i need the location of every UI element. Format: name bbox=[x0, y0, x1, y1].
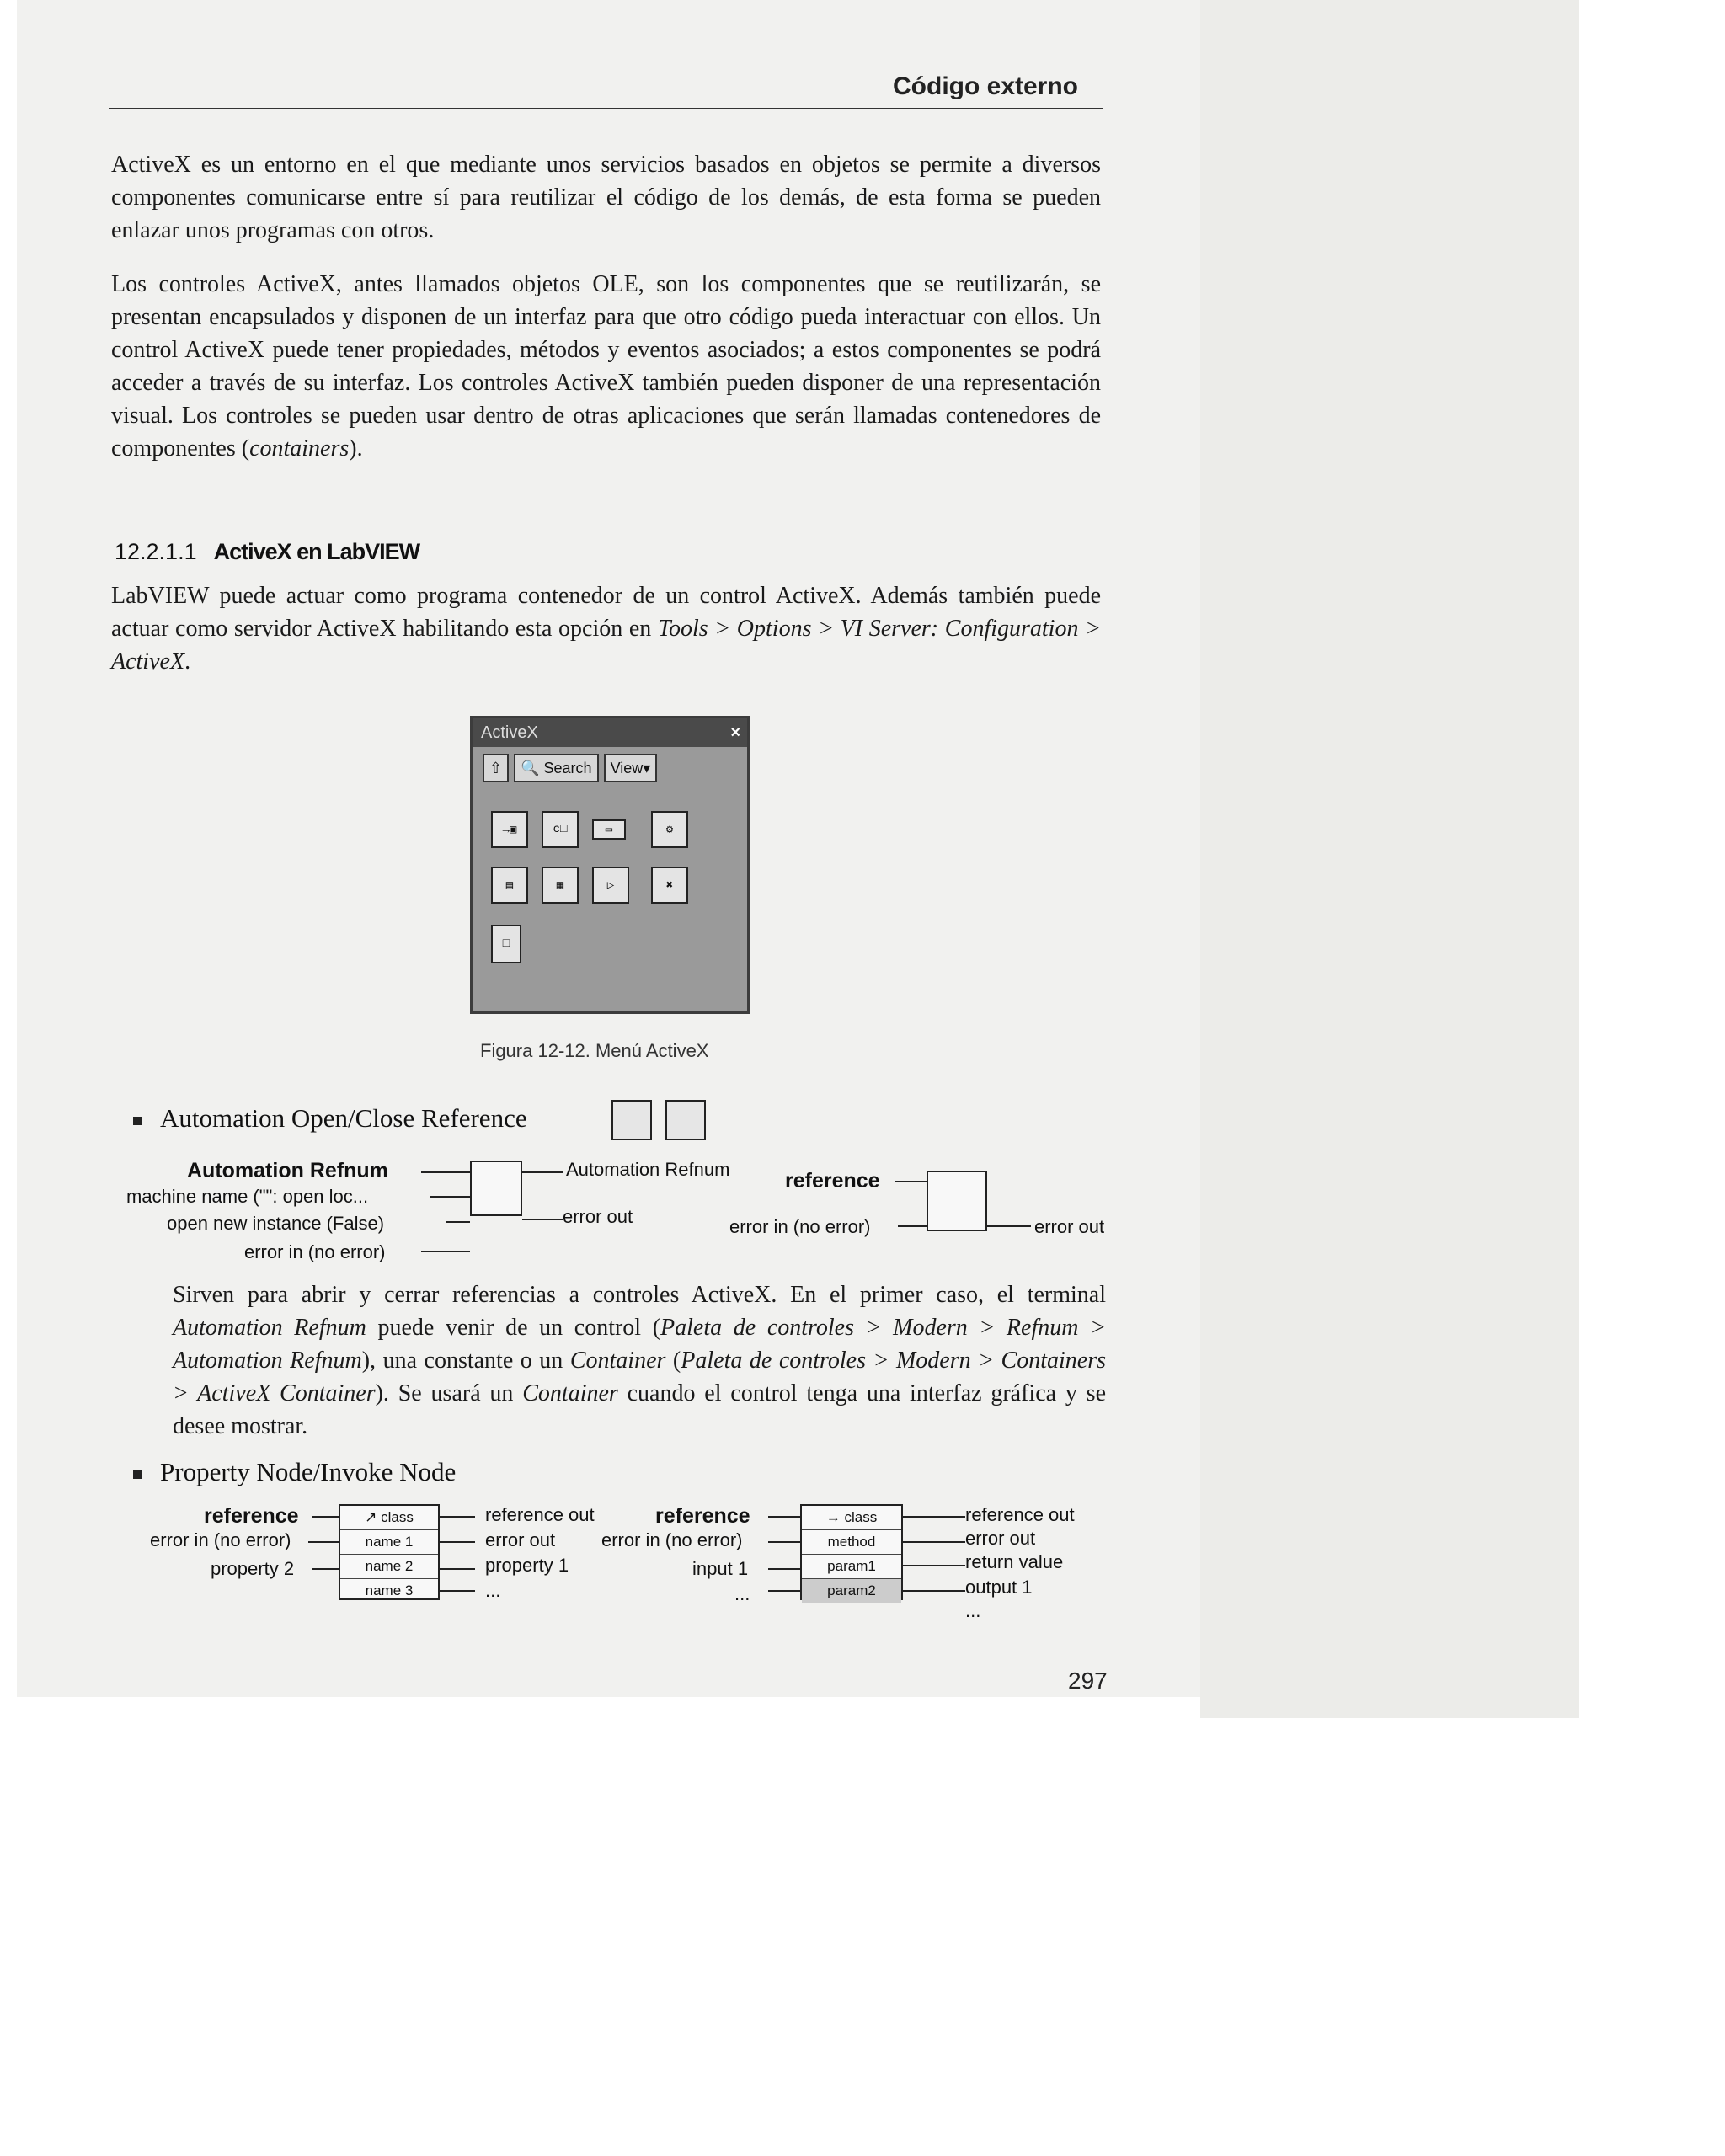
wire bbox=[421, 1251, 470, 1252]
wire bbox=[903, 1516, 965, 1518]
variant-to-data-icon[interactable]: ▷ bbox=[592, 867, 629, 904]
wire bbox=[522, 1171, 563, 1173]
label-error-out: error out bbox=[563, 1206, 633, 1227]
node-property-row: name 3 bbox=[365, 1582, 414, 1598]
refnum-icon[interactable]: ▭ bbox=[592, 819, 626, 840]
node-property-row: name 2 bbox=[340, 1555, 438, 1579]
bullet-property-invoke-node: Property Node/Invoke Node bbox=[133, 1457, 456, 1487]
paragraph-activex-intro: ActiveX es un entorno en el que mediante unos servicios basados en objetos se permite a diversos componentes comunicarse entre sí para reutilizar el código de los demás, de esta forma se pueden enlazar unos programas con otros. bbox=[111, 152, 1101, 243]
page-number: 297 bbox=[1068, 1668, 1108, 1694]
wire bbox=[430, 1196, 470, 1198]
label-prop-error-out: error out bbox=[485, 1529, 556, 1550]
palette-title-bar: ActiveX × bbox=[473, 718, 747, 747]
label-prop-ref-out: reference out bbox=[485, 1504, 595, 1525]
wire bbox=[768, 1568, 800, 1570]
event-callback-icon[interactable]: ✖ bbox=[651, 867, 688, 904]
close-icon[interactable]: × bbox=[730, 723, 740, 742]
close-reference-icon bbox=[665, 1100, 706, 1140]
label-invoke-reference: reference bbox=[655, 1504, 750, 1528]
node-method-row: method bbox=[802, 1530, 901, 1555]
invoke-node-icon[interactable]: ▦ bbox=[542, 867, 579, 904]
label-error-in: error in (no error) bbox=[244, 1241, 386, 1262]
wire bbox=[308, 1541, 339, 1543]
document-icon[interactable]: □ bbox=[491, 925, 521, 963]
label-prop-more: ... bbox=[485, 1580, 501, 1601]
automation-open-icon[interactable]: →▣ bbox=[491, 811, 528, 848]
property-node-icon[interactable]: ▤ bbox=[491, 867, 528, 904]
wire bbox=[987, 1225, 1031, 1227]
wire bbox=[312, 1568, 339, 1570]
paragraph-labview-container: LabVIEW puede actuar como programa contenedor de un control ActiveX. Además también puede actuar como servidor ActiveX habilitando esta opción en Tools > Options > VI Server: Configuration > ActiveX. bbox=[111, 583, 1101, 675]
back-page-sheet bbox=[1200, 0, 1579, 1718]
label-prop-input: property 2 bbox=[211, 1558, 295, 1579]
label-invoke-more-out: ... bbox=[965, 1600, 981, 1621]
wire bbox=[768, 1516, 800, 1518]
label-prop-error-in: error in (no error) bbox=[150, 1529, 291, 1550]
wire bbox=[421, 1171, 470, 1173]
wire bbox=[440, 1516, 475, 1518]
label-machine-name: machine name ("": open loc... bbox=[126, 1186, 369, 1207]
label-invoke-ref-out: reference out bbox=[965, 1504, 1075, 1525]
node-param-row: param1 bbox=[802, 1555, 901, 1579]
label-in-refnum: Automation Refnum bbox=[187, 1159, 388, 1182]
activex-palette bbox=[470, 716, 750, 1014]
bullet-open-close-reference: Automation Open/Close Reference bbox=[133, 1103, 527, 1134]
label-prop-output: property 1 bbox=[485, 1555, 569, 1576]
up-arrow-button[interactable]: ⇧ bbox=[483, 754, 509, 782]
label-invoke-more-in: ... bbox=[734, 1583, 750, 1604]
label-close-error-in: error in (no error) bbox=[729, 1216, 871, 1237]
palette-icons bbox=[491, 811, 732, 988]
paragraph-open-close-description: Sirven para abrir y cerrar referencias a controles ActiveX. En el primer caso, el terminal Automation Refnum puede venir de un control (Paleta de controles > Modern > Refnum > Automation Refnum), una constante o un Container (Paleta de controles > Modern > Containers > ActiveX Container). Se usará un Container cuando el control tenga una interfaz gráfica y se desee mostrar. bbox=[173, 1282, 1106, 1439]
label-out-refnum: Automation Refnum bbox=[566, 1159, 730, 1180]
label-prop-reference: reference bbox=[204, 1504, 299, 1528]
node-param-row: param2 bbox=[802, 1579, 901, 1603]
node-class-row: ↗ class bbox=[340, 1506, 438, 1530]
label-invoke-return: return value bbox=[965, 1551, 1064, 1572]
wire bbox=[440, 1590, 475, 1592]
paragraph-activex-controls: Los controles ActiveX, antes llamados objetos OLE, son los componentes que se reutilizarán, se presentan encapsulados y disponen de un interfaz para que otro código pueda interactuar con ellos. Un control ActiveX puede tener propiedades, métodos y eventos asociados; a estos componentes se podrá acceder a través de su interfaz. Los controles ActiveX también pueden disponer de una representación visual. Los controles se pueden usar dentro de otras aplicaciones que serán llamadas contenedores de componentes (containers). bbox=[111, 271, 1101, 462]
search-button[interactable]: 🔍 Search bbox=[514, 754, 598, 782]
gear-icon[interactable]: ⚙ bbox=[651, 811, 688, 848]
open-reference-node bbox=[470, 1161, 522, 1216]
wire bbox=[312, 1516, 339, 1518]
label-close-reference: reference bbox=[785, 1169, 880, 1193]
node-class-row: → class bbox=[802, 1506, 901, 1530]
wire bbox=[903, 1590, 965, 1592]
wire bbox=[903, 1565, 965, 1566]
close-reference-node bbox=[927, 1171, 987, 1231]
running-header: Código externo bbox=[893, 72, 1079, 100]
section-heading: 12.2.1.1 ActiveX en LabVIEW bbox=[115, 539, 420, 564]
header-rule bbox=[109, 108, 1103, 109]
label-invoke-error-in: error in (no error) bbox=[601, 1529, 743, 1550]
invoke-node bbox=[800, 1504, 903, 1600]
palette-toolbar bbox=[473, 747, 747, 787]
wire bbox=[895, 1181, 927, 1182]
automation-close-icon[interactable]: c□ bbox=[542, 811, 579, 848]
wire bbox=[440, 1541, 475, 1543]
wire bbox=[446, 1221, 470, 1223]
node-property-row: name 1 bbox=[340, 1530, 438, 1555]
wire bbox=[522, 1219, 563, 1220]
wire bbox=[440, 1568, 475, 1570]
figure-caption: Figura 12-12. Menú ActiveX bbox=[480, 1040, 709, 1061]
open-reference-icon bbox=[611, 1100, 652, 1140]
property-node bbox=[339, 1504, 440, 1600]
wire bbox=[768, 1541, 800, 1543]
bullet-mark bbox=[133, 1117, 142, 1125]
label-open-new: open new instance (False) bbox=[167, 1213, 385, 1234]
wire bbox=[768, 1590, 800, 1592]
label-invoke-input: input 1 bbox=[692, 1558, 749, 1579]
wire bbox=[903, 1541, 965, 1543]
label-invoke-output: output 1 bbox=[965, 1577, 1033, 1598]
bullet-mark bbox=[133, 1470, 142, 1479]
view-button[interactable]: View▾ bbox=[604, 754, 658, 782]
label-close-error-out: error out bbox=[1034, 1216, 1105, 1237]
label-invoke-error-out: error out bbox=[965, 1528, 1036, 1549]
wire bbox=[898, 1225, 927, 1227]
